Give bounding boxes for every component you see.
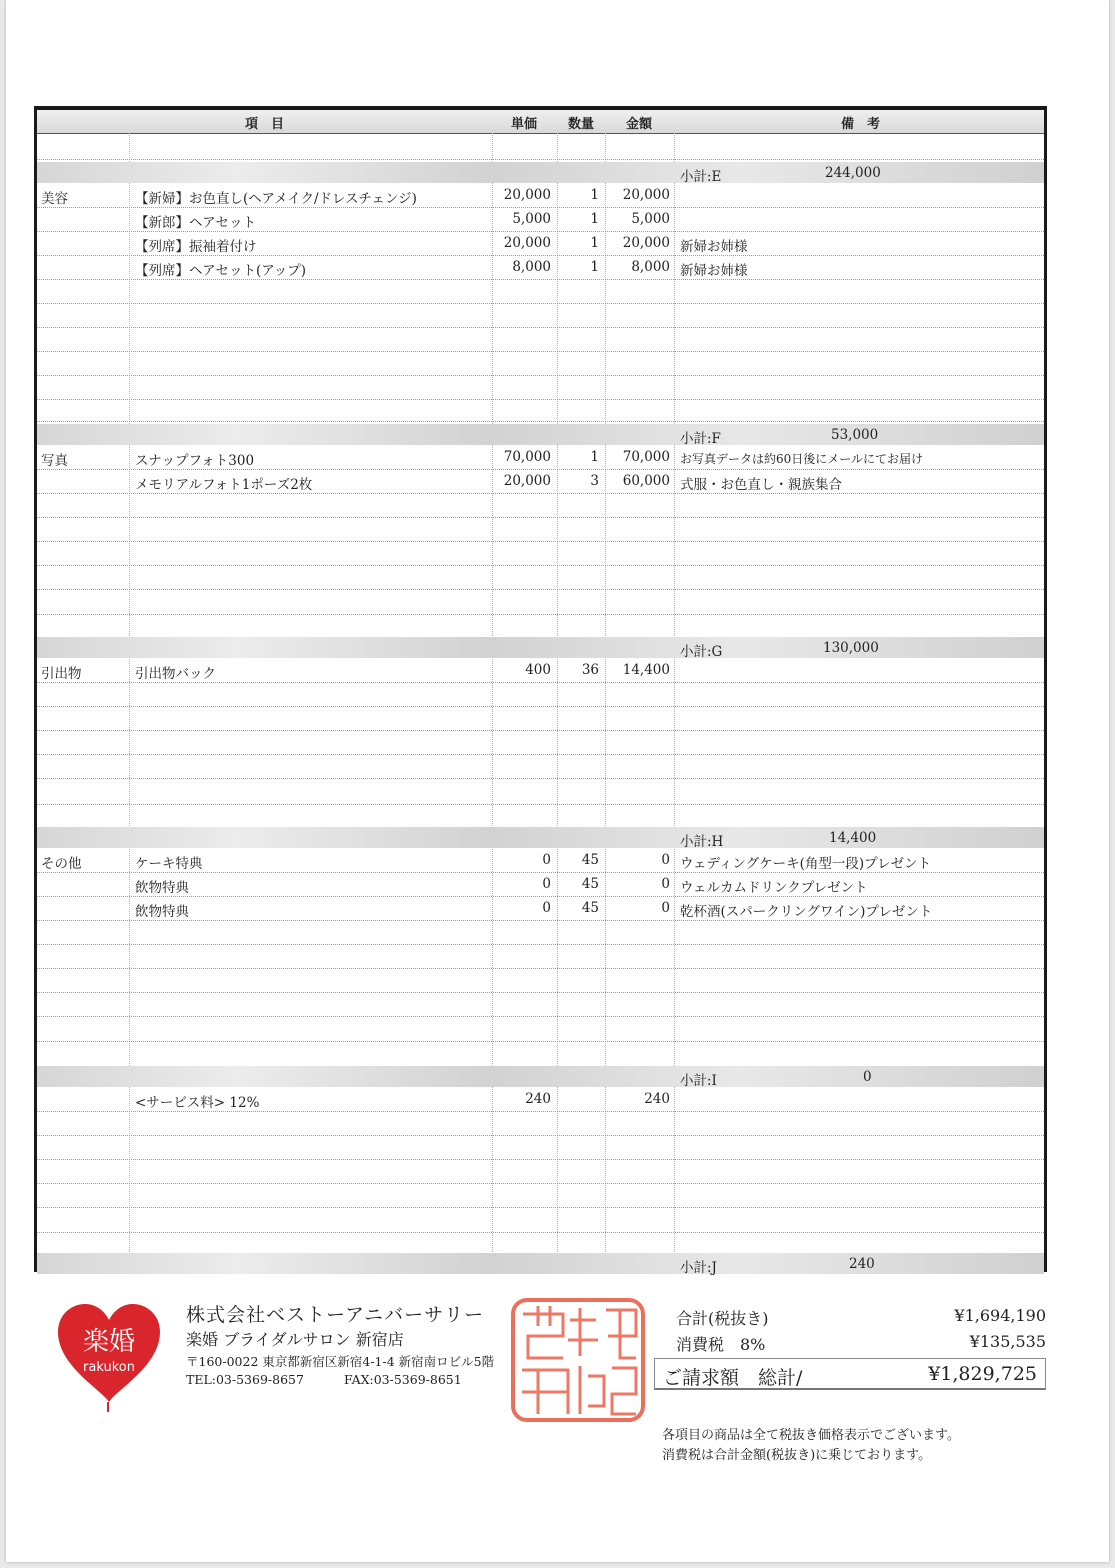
table-row [37,399,1044,422]
table-row [37,896,1044,921]
table-header [37,110,1044,134]
tax-value: ¥135,535 [969,1332,1046,1351]
amount: 20,000 [622,235,670,251]
subtotal-row-e [37,162,1044,183]
unit-price: 70,000 [503,449,551,465]
subtotal-value: 240 [849,1256,875,1272]
category-label: 写真 [41,453,68,469]
category-label: 美容 [41,191,68,207]
unit-price: 8,000 [512,259,551,275]
category-label: その他 [41,856,82,872]
amount: 70,000 [622,449,670,465]
quantity: 1 [590,235,599,251]
quantity: 1 [590,259,599,275]
item-name: 【列席】ヘアセット(アップ) [135,263,307,279]
table-row [37,375,1044,400]
tax-label: 消費税 8% [676,1335,766,1354]
unit-price: 0 [542,876,551,892]
subtotal-value: 14,400 [829,830,877,846]
table-row [37,1016,1044,1042]
table-row [37,658,1044,683]
table-row [37,351,1044,376]
table-row [37,920,1044,945]
table-row [37,682,1044,707]
header-remarks: 備 考 [841,117,881,132]
tax-note-1: 各項目の商品は全て税抜き価格表示でございます。 [662,1428,960,1443]
table-row [37,327,1044,352]
table-row [37,133,1044,160]
quantity: 1 [590,449,599,465]
unit-price: 20,000 [503,473,551,489]
table-row [37,730,1044,755]
grand-total-value: ¥1,829,725 [928,1363,1037,1385]
subtotal-row-g [37,637,1044,658]
item-name: 飲物特典 [135,880,189,896]
item-name: スナップフォト300 [135,453,255,469]
quantity: 45 [581,900,599,916]
table-row [37,1087,1044,1112]
table-row [37,183,1044,208]
amount: 0 [661,876,670,892]
fax: FAX:03-5369-8651 [344,1372,462,1387]
table-row [37,944,1044,969]
header-quantity: 数量 [568,117,595,132]
grand-total-box [654,1358,1046,1390]
remark: 新婦お姉様 [680,263,748,279]
header-amount: 金額 [626,117,653,132]
table-row [37,589,1044,615]
table-row [37,255,1044,280]
logo-text: 楽婚 [82,1327,136,1357]
remark: 乾杯酒(スパークリングワイン)プレゼント [680,904,933,920]
amount: 14,400 [622,662,670,678]
unit-price: 0 [542,900,551,916]
unit-price: 0 [542,852,551,868]
item-name: 【新婦】お色直し(ヘアメイク/ドレスチェンジ) [135,191,417,207]
table-row [37,1111,1044,1136]
item-name: 【新郎】ヘアセット [135,215,256,231]
table-row [37,992,1044,1017]
subtotal-label: 小計:J [680,1260,717,1276]
grand-total-label: ご請求額 総計/ [663,1367,803,1389]
subtotal-value: 130,000 [823,640,879,656]
table-row [37,565,1044,590]
subtotal-label: 合計(税抜き) [676,1309,769,1328]
table-row [37,517,1044,542]
quantity: 45 [581,876,599,892]
subtotal-value: 244,000 [825,165,881,181]
category-label: 引出物 [41,666,82,682]
amount: 20,000 [622,187,670,203]
subtotal-label: 小計:I [680,1073,717,1089]
amount: 8,000 [631,259,670,275]
heart-logo-icon [52,1298,166,1412]
subtotal-value: ¥1,694,190 [954,1306,1046,1325]
remark: 式服・お色直し・親族集合 [680,477,842,493]
company-seal-icon [508,1296,648,1424]
item-name: 飲物特典 [135,904,189,920]
table-row [37,1183,1044,1208]
unit-price: 240 [525,1091,551,1107]
table-row [37,872,1044,897]
quantity: 3 [590,473,599,489]
subtotal-label: 小計:F [680,431,721,447]
salon-name: 楽婚 ブライダルサロン 新宿店 [186,1330,404,1349]
table-row [37,303,1044,328]
subtotal-row-i [37,1066,1044,1087]
subtotal-value: 0 [863,1069,872,1085]
unit-price: 20,000 [503,235,551,251]
table-row [37,754,1044,779]
table-row [37,848,1044,873]
item-name: <サービス料> 12% [135,1095,260,1111]
subtotal-label: 小計:E [680,169,722,185]
logo-subtext: rakukon [83,1360,135,1375]
table-row [37,469,1044,494]
subtotal-label: 小計:H [680,834,724,850]
table-row [37,207,1044,232]
tax-note-2: 消費税は合計金額(税抜き)に乗じております。 [662,1448,932,1463]
table-row [37,778,1044,805]
remark: 新婦お姉様 [680,239,748,255]
company-name: 株式会社ベストーアニバーサリー [186,1304,485,1326]
item-name: メモリアルフォト1ポーズ2枚 [135,477,313,493]
telephone: TEL:03-5369-8657 [186,1372,304,1387]
table-row [37,1207,1044,1233]
subtotal-row-h [37,827,1044,848]
amount: 60,000 [622,473,670,489]
table-row [37,1159,1044,1184]
subtotal-row-j [37,1253,1044,1274]
quantity: 1 [590,187,599,203]
invoice-footer [6,1280,1109,1560]
subtotal-value: 53,000 [831,427,879,443]
amount: 0 [661,900,670,916]
subtotal-row-f [37,424,1044,445]
amount: 5,000 [631,211,670,227]
table-row [37,445,1044,470]
table-row [37,968,1044,993]
item-name: 引出物バック [135,666,216,682]
address: 〒160-0022 東京都新宿区新宿4-1-4 新宿南ロビル5階 [186,1354,495,1369]
invoice-sheet [6,0,1109,1562]
header-unit-price: 単価 [511,117,538,132]
quantity: 36 [581,662,599,678]
amount: 240 [644,1091,670,1107]
quantity: 1 [590,211,599,227]
amount: 0 [661,852,670,868]
table-row [37,1135,1044,1160]
invoice-table [34,106,1047,1276]
remark: ウェルカムドリンクプレゼント [680,880,868,896]
remark: ウェディングケーキ(角型一段)プレゼント [680,856,932,872]
unit-price: 400 [525,662,551,678]
table-row [37,706,1044,731]
table-row [37,541,1044,566]
subtotal-label: 小計:G [680,644,723,660]
remark: お写真データは約60日後にメールにてお届け [680,452,924,466]
header-item: 項 目 [245,117,285,132]
unit-price: 5,000 [512,211,551,227]
quantity: 45 [581,852,599,868]
item-name: 【列席】振袖着付け [135,239,257,255]
unit-price: 20,000 [503,187,551,203]
table-row [37,493,1044,518]
item-name: ケーキ特典 [135,856,203,872]
seal-text: 株式会社ベスト之印 [573,1424,583,1425]
table-row [37,279,1044,304]
table-row [37,231,1044,256]
